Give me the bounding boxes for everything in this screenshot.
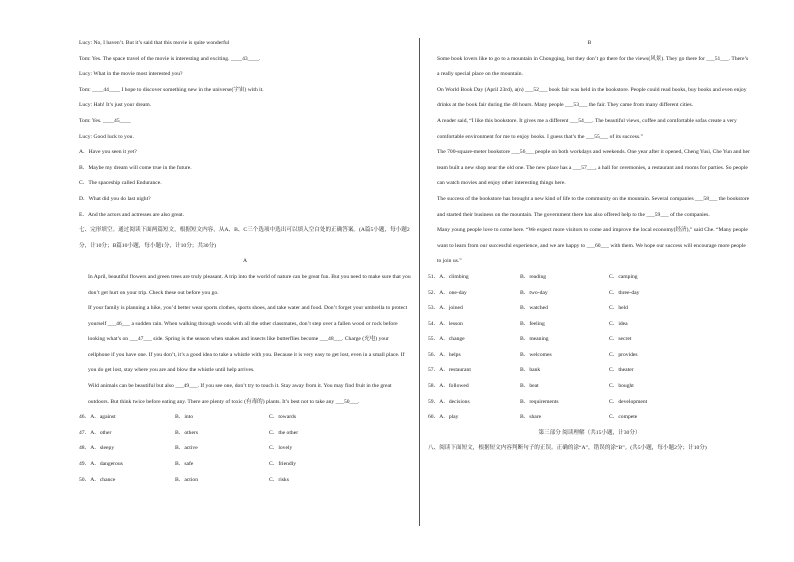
passage-paragraph: On World Book Day (April 23rd), a(n) ___52___ book fair was held in the bookstore. People could read books, buy books and even enjoy drinks at the book fair during the 48 hours. Many people ___53___ the fair. They came from many different cities. — [437, 86, 747, 109]
option-a: 46．A．against — [79, 414, 116, 421]
option-b: B．watched — [520, 305, 548, 312]
option-b: B．two-day — [520, 289, 548, 296]
option-c: C．lovely — [269, 445, 293, 452]
option-row — [79, 473, 411, 489]
option-b: B．bank — [520, 367, 541, 374]
dialogue-line: Tom: ____44____ I hope to discover something new in the universe(宇宙) with it. — [79, 86, 264, 93]
passage-label-a: A — [242, 258, 248, 265]
option-b: B．safe — [175, 461, 194, 468]
option-c: C．compete — [609, 414, 638, 421]
option-a: 57．A．restaurant — [428, 367, 471, 374]
right-column — [428, 36, 751, 457]
option-a: 53．A．joined — [428, 305, 463, 312]
dialogue — [79, 36, 411, 145]
passage-paragraph: The 700-square-meter bookstore ___56___ people on both workdays and weekends. One year after it opened, Cheng Yusi, Che Yun and her team built a new shop near the old one. The new place has a ___57___, a hall for ceremonies, a restaurant and rooms for parties. So people can watch movies and enjoy other interesting things here. — [437, 149, 750, 187]
option-b: B．feeling — [520, 320, 545, 327]
option-a: 49．A．dangerous — [79, 461, 123, 468]
option-a: 56．A．helps — [428, 351, 461, 358]
passage-paragraph: Some book lovers like to go to a mountain in Chongqing, but they don’t go there for the views(风景). They go there for ___51___. There’s a really special place on the mountain. — [437, 55, 749, 78]
dialogue-line: Tom: Yes. ____45____ — [79, 117, 131, 124]
choice-item: E．And the actors and actresses are also great. — [79, 211, 184, 218]
option-row — [79, 426, 411, 442]
option-b: B．action — [175, 476, 198, 483]
option-row — [79, 457, 411, 473]
choice-item: D．What did you do last night? — [79, 195, 151, 202]
option-row — [428, 286, 751, 302]
option-b: B．meaning — [520, 336, 549, 343]
left-column — [79, 36, 411, 488]
option-a: 58．A．followed — [428, 383, 469, 390]
passage-label-b: B — [587, 40, 592, 46]
option-a: 50．A．chance — [79, 476, 116, 483]
passage-b — [428, 52, 751, 270]
passage-paragraph: Wild animals can be beautiful but also ___49___. If you see one, don’t try to touch it. Stay away from it. You may find fruit in the great outdoors. But think twice before eating any. There are plenty of toxic (有毒的) plants. It’s best not to take any ___50___. — [88, 383, 392, 405]
option-a: 48．A．sleepy — [79, 445, 115, 452]
dialogue-choices — [79, 145, 411, 223]
option-b: B．beat — [520, 383, 539, 390]
passage-paragraph: The success of the bookstore has brought a new kind of life to the community on the mountain. Several companies ___58___ the bookstore and started their business on the mountain. The government there has also offered help to the ___59___ of the companies. — [437, 195, 750, 218]
option-c: C．secret — [609, 336, 632, 343]
option-a: 51．A．climbing — [428, 273, 469, 280]
passage-paragraph: If your family is planning a hike, you’d better wear sports clothes, sports shoes, and take water and food. Don’t forget your umbrella to protect yourself ___46___ a sudden rain. When walking through woods with all the other classmates, don’t step over a fallen wood or rock before looking what’s on ___47___ side. Spring is the season when snakes and insects like butterflies become ___48___. Charge (充电) your cellphone if you have one. If you don’t, it’s a good idea to take a whistle with you. Because it is very easy to get lost, even in a small place. If you do get lost, stay where you are and blow the whistle until help arrives. — [88, 305, 408, 374]
option-c: C．the other — [269, 429, 299, 436]
option-c: C．held — [609, 305, 628, 312]
option-c: C．theater — [609, 367, 634, 374]
part-title-reading: 第三部分 阅读理解（共15小题，计30分） — [538, 429, 641, 436]
options-table-a — [79, 410, 411, 488]
option-b: B．welcomes — [520, 351, 552, 358]
choice-item: C．The spaceship called Endurance. — [79, 180, 162, 187]
option-a: 59．A．decisions — [428, 398, 470, 405]
option-row — [428, 348, 751, 364]
option-a: 47．A．other — [79, 429, 112, 436]
option-c: C．three-day — [609, 289, 640, 296]
dialogue-line: Lucy: What in the movie most interested you? — [79, 71, 183, 78]
option-row — [428, 317, 751, 333]
passage-paragraph: In April, beautiful flowers and green trees are truly pleasant. A trip into the world of nature can be great fun. But you need to make sure that you don’t get hurt on your trip. Check these out before you go. — [88, 273, 411, 296]
passage-paragraph: A reader said, “I like this bookstore. It gives me a different ___54___. The beautiful views, coffee and comfortable sofas create a very comfortable environment for me to enjoy books. I guess that’s the ___55___ of its success.” — [437, 117, 737, 140]
option-a: 55．A．change — [428, 336, 465, 343]
options-table-b — [428, 270, 751, 426]
option-row — [428, 379, 751, 395]
option-a: 52．A．one-day — [428, 289, 467, 296]
passage-a — [79, 270, 411, 410]
option-c: C．camping — [609, 273, 638, 280]
section-title-cloze: 七、完形填空。通过阅读下面两篇短文，根据短文内容，从A、B、C三个选项中选出可以填入空白处的正确答案。(A篇5小题，每小题2分，计10分；B篇10小题，每小题1分，计10分；共30分) — [79, 227, 410, 249]
option-c: C．friendly — [269, 461, 297, 468]
dialogue-line: Lucy: Good luck to you. — [79, 133, 134, 140]
option-row — [428, 363, 751, 379]
option-c: C．provides — [609, 351, 638, 358]
option-row — [79, 410, 411, 426]
dialogue-line: Tom: Yes. The space travel of the movie is interesting and exciting. ____43____. — [79, 55, 261, 62]
option-row — [428, 395, 751, 411]
option-a: 54．A．lesson — [428, 320, 463, 327]
option-c: C．towards — [269, 414, 297, 421]
option-b: B．active — [175, 445, 198, 452]
passage-paragraph: Many young people love to come here. “We expect more visitors to come and improve the local economy(经济),” said Che. “Many people want to learn from our successful experience, and we are happy to ___60___ with them. We hope our success will encourage more people to join us.” — [437, 227, 748, 265]
option-c: C．development — [609, 398, 648, 405]
option-a: 60．A．play — [428, 414, 459, 421]
option-c: C．bought — [609, 383, 634, 390]
column-divider — [419, 38, 420, 526]
choice-item: B．Maybe my dream will come true in the future. — [79, 164, 192, 171]
option-b: B．others — [175, 429, 198, 436]
option-row — [428, 270, 751, 286]
option-b: B．reading — [520, 273, 547, 280]
option-row — [428, 301, 751, 317]
option-b: B．share — [520, 414, 542, 421]
option-row — [428, 332, 751, 348]
option-row — [79, 441, 411, 457]
section-title-true-false: 八、阅读下面短文，根据短文内容判断句子的正误。正确的涂“A”，错误的涂“B”。(共5小题，每小题2分；计10分) — [428, 445, 707, 452]
dialogue-line: Lucy: Hah! It’s just your dream. — [79, 102, 152, 109]
option-b: B．requirements — [520, 398, 559, 405]
option-b: B．into — [175, 414, 194, 421]
option-c: C．idea — [609, 320, 628, 327]
dialogue-line: Lucy: No, I haven’t. But it’s said that this movie is quite wonderful — [79, 40, 230, 46]
option-row — [428, 410, 751, 426]
choice-item: A．Have you seen it yet? — [79, 149, 137, 156]
option-c: C．risks — [269, 476, 289, 483]
